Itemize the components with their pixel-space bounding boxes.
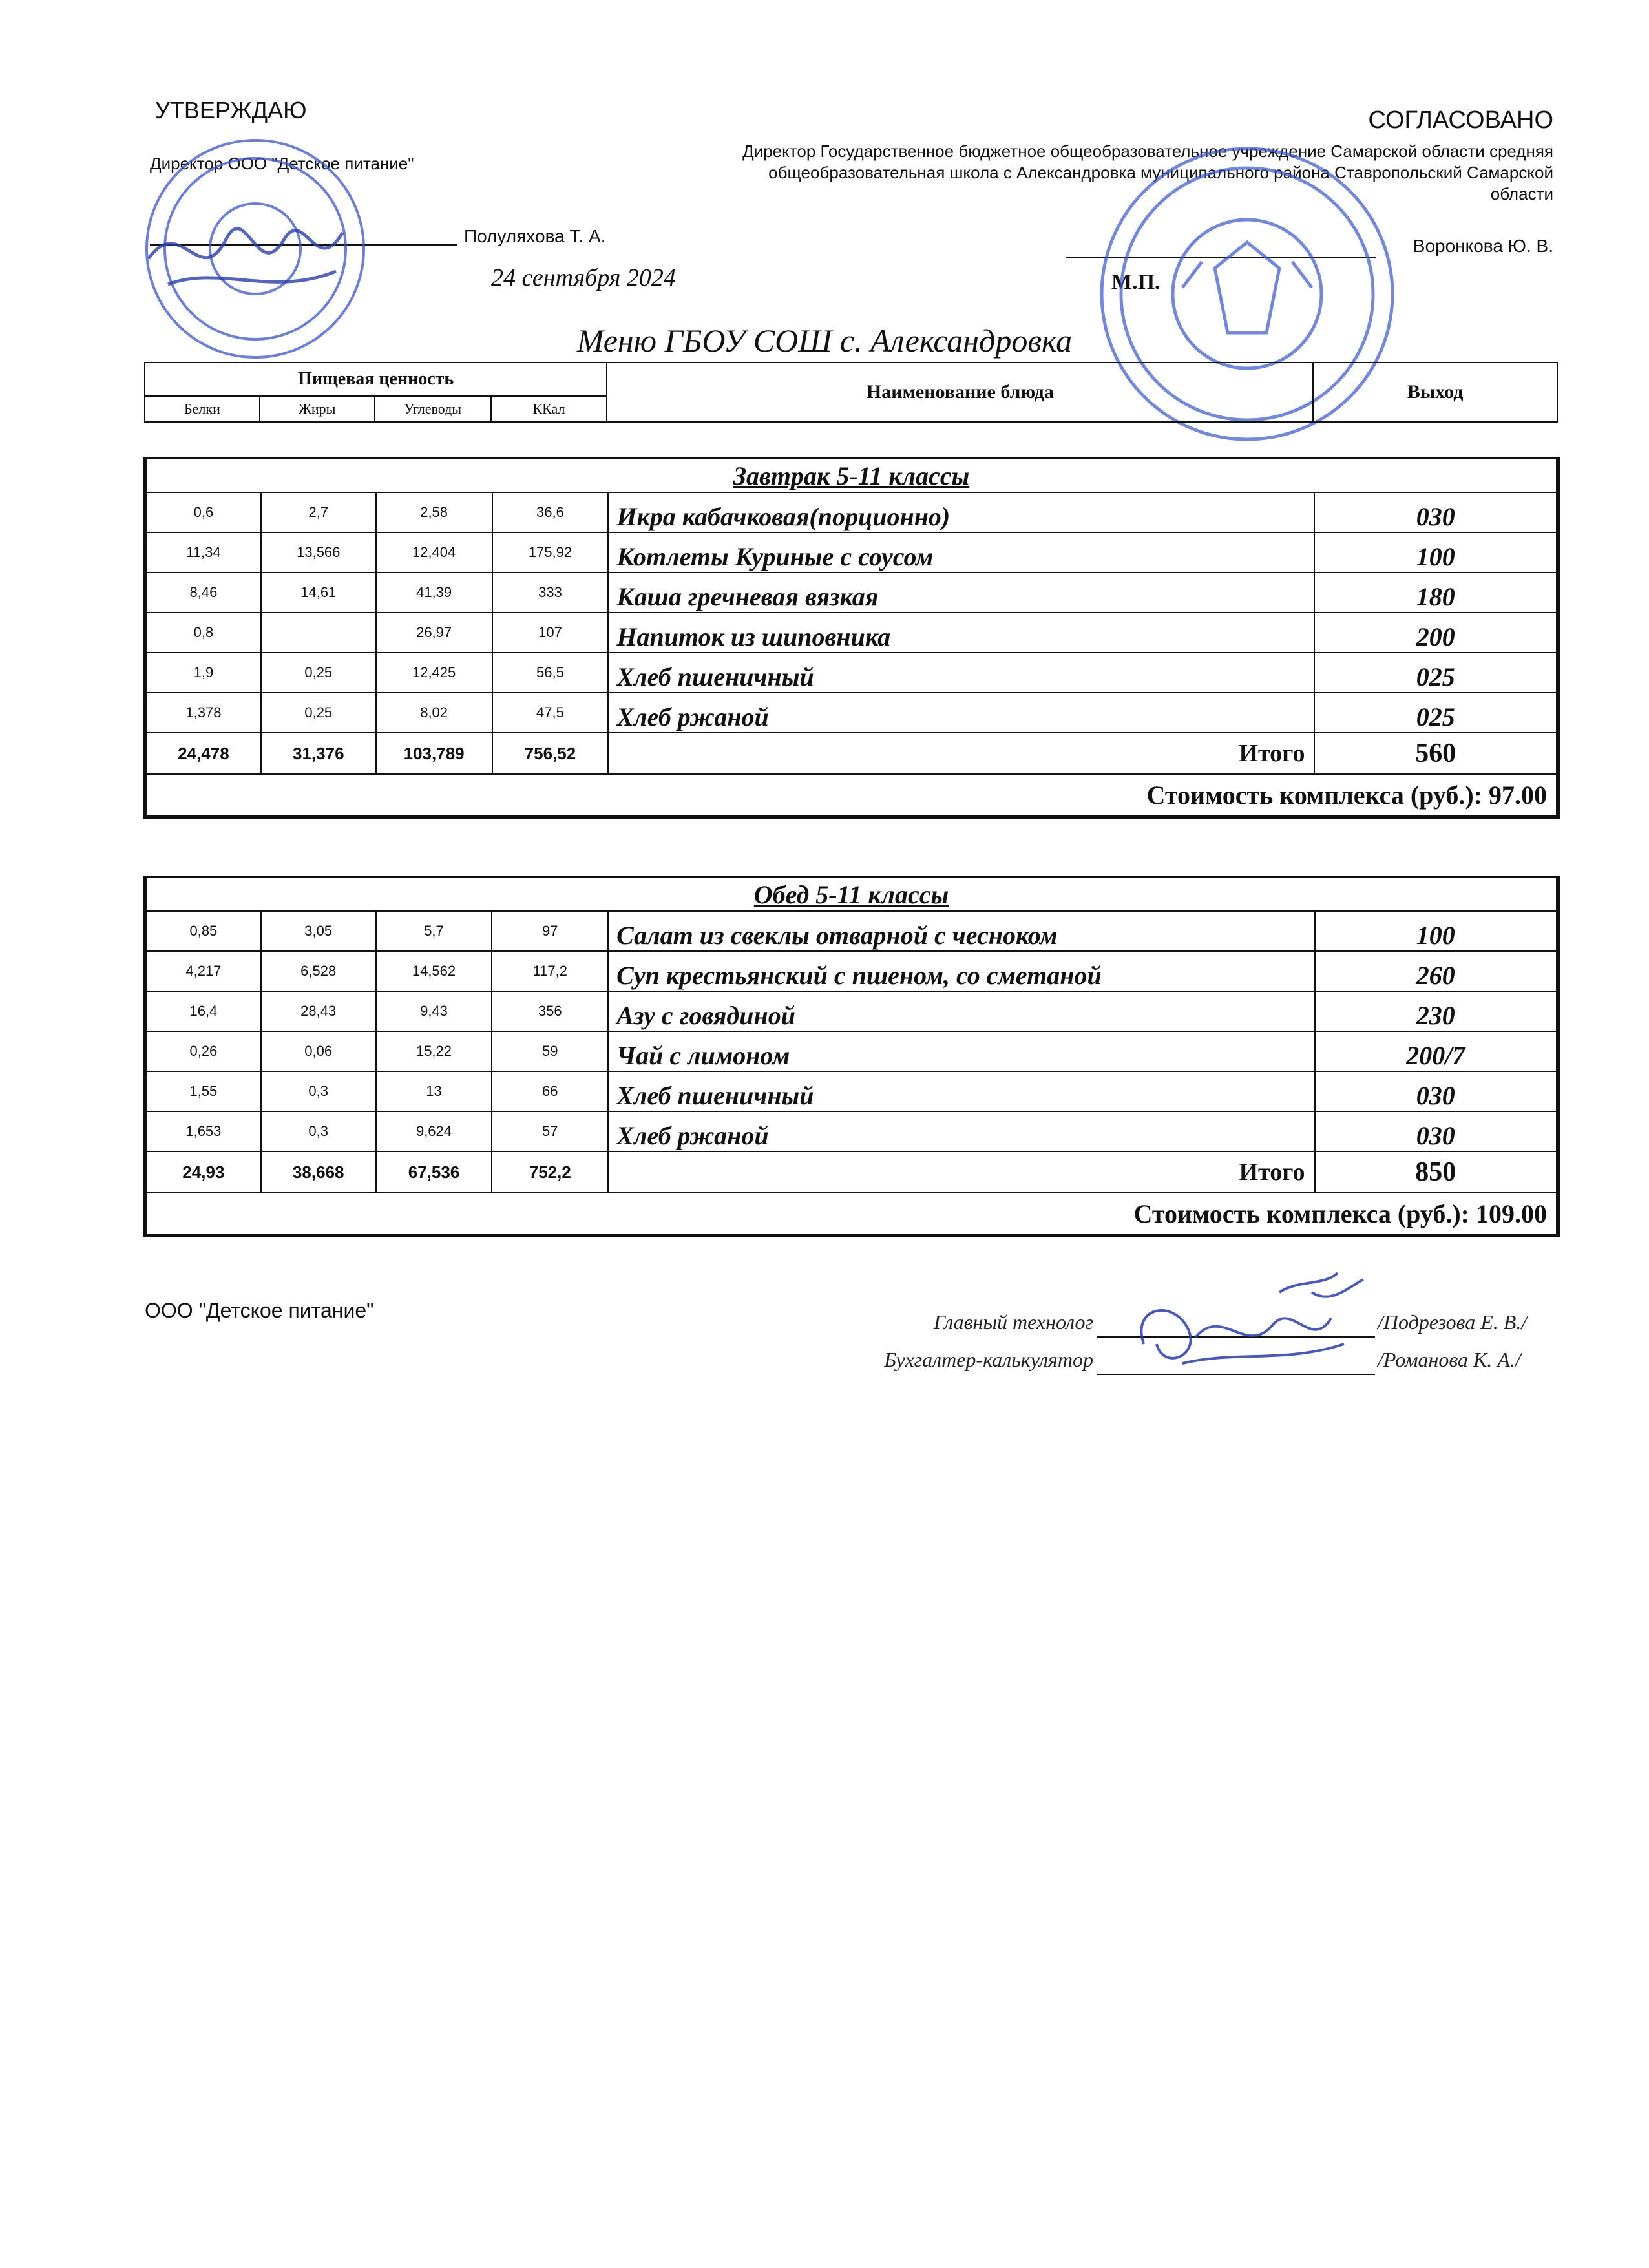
- table-row: [146, 991, 1557, 1031]
- dish-column-header: Наименование блюда: [607, 362, 1313, 422]
- carbs-cell: 41,39: [376, 572, 492, 613]
- protein-cell: 16,4: [146, 991, 261, 1031]
- kcal-column-header: ККал: [491, 396, 607, 422]
- dish-cell: Хлеб пшеничный: [608, 653, 1314, 693]
- agree-role: Директор Государственное бюджетное общеобразовательное учреждение Самарской области средняя общеобразовательная школа с Александровка муниципального района Ставропольский Самарской области: [742, 142, 1553, 204]
- protein-cell: 4,217: [146, 951, 261, 991]
- carbs-column-header: Углеводы: [375, 396, 491, 422]
- total-output: 850: [1315, 1151, 1557, 1193]
- table-row: [146, 1031, 1557, 1071]
- dish-cell: Хлеб пшеничный: [608, 1071, 1314, 1111]
- fat-cell: 0,06: [261, 1031, 376, 1071]
- protein-cell: 8,46: [146, 572, 261, 613]
- fat-cell: 0,25: [261, 693, 376, 733]
- fat-cell: 0,3: [261, 1111, 376, 1151]
- total-kcal: 752,2: [492, 1151, 608, 1193]
- carbs-cell: 5,7: [376, 911, 492, 951]
- output-cell: 100: [1314, 532, 1557, 572]
- set-cost: Стоимость комплекса (руб.): 109.00: [146, 1193, 1557, 1234]
- total-row: [146, 1151, 1557, 1193]
- kcal-cell: 57: [492, 1111, 608, 1151]
- table-row: [146, 532, 1557, 572]
- carbs-cell: 13: [376, 1071, 492, 1111]
- fat-cell: 13,566: [261, 532, 376, 572]
- fat-cell: 0,25: [261, 653, 376, 693]
- dish-cell: Хлеб ржаной: [608, 693, 1314, 733]
- dish-cell: Хлеб ржаной: [608, 1111, 1314, 1151]
- fat-cell: 3,05: [261, 911, 376, 951]
- output-cell: 200: [1314, 613, 1557, 653]
- table-row: [146, 653, 1557, 693]
- output-cell: 025: [1314, 693, 1557, 733]
- output-cell: 260: [1315, 951, 1557, 991]
- carbs-cell: 8,02: [376, 693, 492, 733]
- total-kcal: 756,52: [492, 733, 609, 774]
- output-cell: 025: [1314, 653, 1557, 693]
- dish-cell: Чай с лимоном: [608, 1031, 1314, 1071]
- dish-cell: Каша гречневая вязкая: [608, 572, 1314, 613]
- output-cell: 030: [1314, 492, 1557, 532]
- total-fat: 38,668: [261, 1151, 376, 1193]
- fat-cell: 0,3: [261, 1071, 376, 1111]
- kcal-cell: 59: [492, 1031, 608, 1071]
- protein-cell: 0,26: [146, 1031, 261, 1071]
- table-row: [146, 951, 1557, 991]
- output-cell: 030: [1315, 1111, 1557, 1151]
- carbs-cell: 2,58: [376, 492, 492, 532]
- fat-cell: 2,7: [261, 492, 376, 532]
- output-cell: 100: [1315, 911, 1557, 951]
- dish-cell: Икра кабачковая(порционно): [608, 492, 1314, 532]
- approve-name: Полуляхова Т. А.: [464, 226, 606, 246]
- set-cost: Стоимость комплекса (руб.): 97.00: [146, 774, 1557, 815]
- approve-role: Директор ООО "Детское питание": [150, 154, 414, 173]
- carbs-cell: 12,404: [376, 532, 492, 572]
- carbs-cell: 15,22: [376, 1031, 492, 1071]
- fat-column-header: Жиры: [260, 396, 375, 422]
- fat-cell: 28,43: [261, 991, 376, 1031]
- kcal-cell: 107: [492, 613, 609, 653]
- kcal-cell: 356: [492, 991, 608, 1031]
- output-column-header: Выход: [1313, 362, 1557, 422]
- total-protein: 24,93: [146, 1151, 261, 1193]
- breakfast-section: [143, 457, 1560, 819]
- kcal-cell: 175,92: [492, 532, 609, 572]
- carbs-cell: 12,425: [376, 653, 492, 693]
- kcal-cell: 97: [492, 911, 608, 951]
- kcal-cell: 56,5: [492, 653, 609, 693]
- tech-label: Главный технолог: [933, 1310, 1093, 1334]
- accountant-label: Бухгалтер-калькулятор: [884, 1348, 1093, 1371]
- dish-cell: Суп крестьянский с пшеном, со сметаной: [608, 951, 1314, 991]
- company-name: ООО "Детское питание": [145, 1299, 374, 1322]
- protein-cell: 0,8: [146, 613, 261, 653]
- section-title: Завтрак 5-11 классы: [146, 459, 1557, 492]
- lunch-section: [143, 876, 1560, 1237]
- tech-name: /Подрезова Е. В./: [1378, 1310, 1528, 1334]
- protein-cell: 11,34: [146, 532, 261, 572]
- agree-title: СОГЛАСОВАНО: [1368, 107, 1553, 134]
- dish-cell: Котлеты Куриные с соусом: [608, 532, 1314, 572]
- table-row: [146, 1111, 1557, 1151]
- total-carbs: 67,536: [376, 1151, 492, 1193]
- approve-title: УТВЕРЖДАЮ: [155, 97, 307, 123]
- dish-cell: Азу с говядиной: [608, 991, 1314, 1031]
- total-protein: 24,478: [146, 733, 261, 774]
- column-header-table: [144, 362, 1558, 423]
- fat-cell: [261, 613, 376, 653]
- stamp-place-label: М.П.: [1111, 270, 1161, 294]
- nutrition-group-header: Пищевая ценность: [145, 362, 607, 396]
- output-cell: 230: [1315, 991, 1557, 1031]
- total-label: Итого: [608, 733, 1314, 774]
- carbs-cell: 14,562: [376, 951, 492, 991]
- carbs-cell: 9,43: [376, 991, 492, 1031]
- protein-cell: 1,55: [146, 1071, 261, 1111]
- protein-column-header: Белки: [145, 396, 260, 422]
- table-row: [146, 492, 1557, 532]
- dish-cell: Салат из свеклы отварной с чесноком: [608, 911, 1314, 951]
- kcal-cell: 36,6: [492, 492, 609, 532]
- handwritten-signatures-image: [1118, 1266, 1389, 1389]
- table-row: [146, 613, 1557, 653]
- kcal-cell: 47,5: [492, 693, 609, 733]
- table-row: [146, 572, 1557, 613]
- total-carbs: 103,789: [376, 733, 492, 774]
- output-cell: 030: [1315, 1071, 1557, 1111]
- protein-cell: 1,653: [146, 1111, 261, 1151]
- protein-cell: 0,85: [146, 911, 261, 951]
- total-label: Итого: [608, 1151, 1314, 1193]
- total-output: 560: [1314, 733, 1557, 774]
- kcal-cell: 117,2: [492, 951, 608, 991]
- output-cell: 200/7: [1315, 1031, 1557, 1071]
- section-title: Обед 5-11 классы: [146, 878, 1557, 911]
- fat-cell: 14,61: [261, 572, 376, 613]
- protein-cell: 1,378: [146, 693, 261, 733]
- output-cell: 180: [1314, 572, 1557, 613]
- protein-cell: 1,9: [146, 653, 261, 693]
- dish-cell: Напиток из шиповника: [608, 613, 1314, 653]
- menu-title: Меню ГБОУ СОШ с. Александровка: [576, 322, 1073, 359]
- table-row: [146, 693, 1557, 733]
- table-row: [146, 1071, 1557, 1111]
- fat-cell: 6,528: [261, 951, 376, 991]
- carbs-cell: 26,97: [376, 613, 492, 653]
- accountant-name: /Романова К. А./: [1378, 1348, 1521, 1371]
- kcal-cell: 333: [492, 572, 609, 613]
- carbs-cell: 9,624: [376, 1111, 492, 1151]
- kcal-cell: 66: [492, 1071, 608, 1111]
- protein-cell: 0,6: [146, 492, 261, 532]
- approve-date: 24 сентября 2024: [491, 264, 676, 291]
- agree-name: Воронкова Ю. В.: [1413, 236, 1553, 256]
- total-fat: 31,376: [261, 733, 376, 774]
- table-row: [146, 911, 1557, 951]
- total-row: [146, 733, 1557, 774]
